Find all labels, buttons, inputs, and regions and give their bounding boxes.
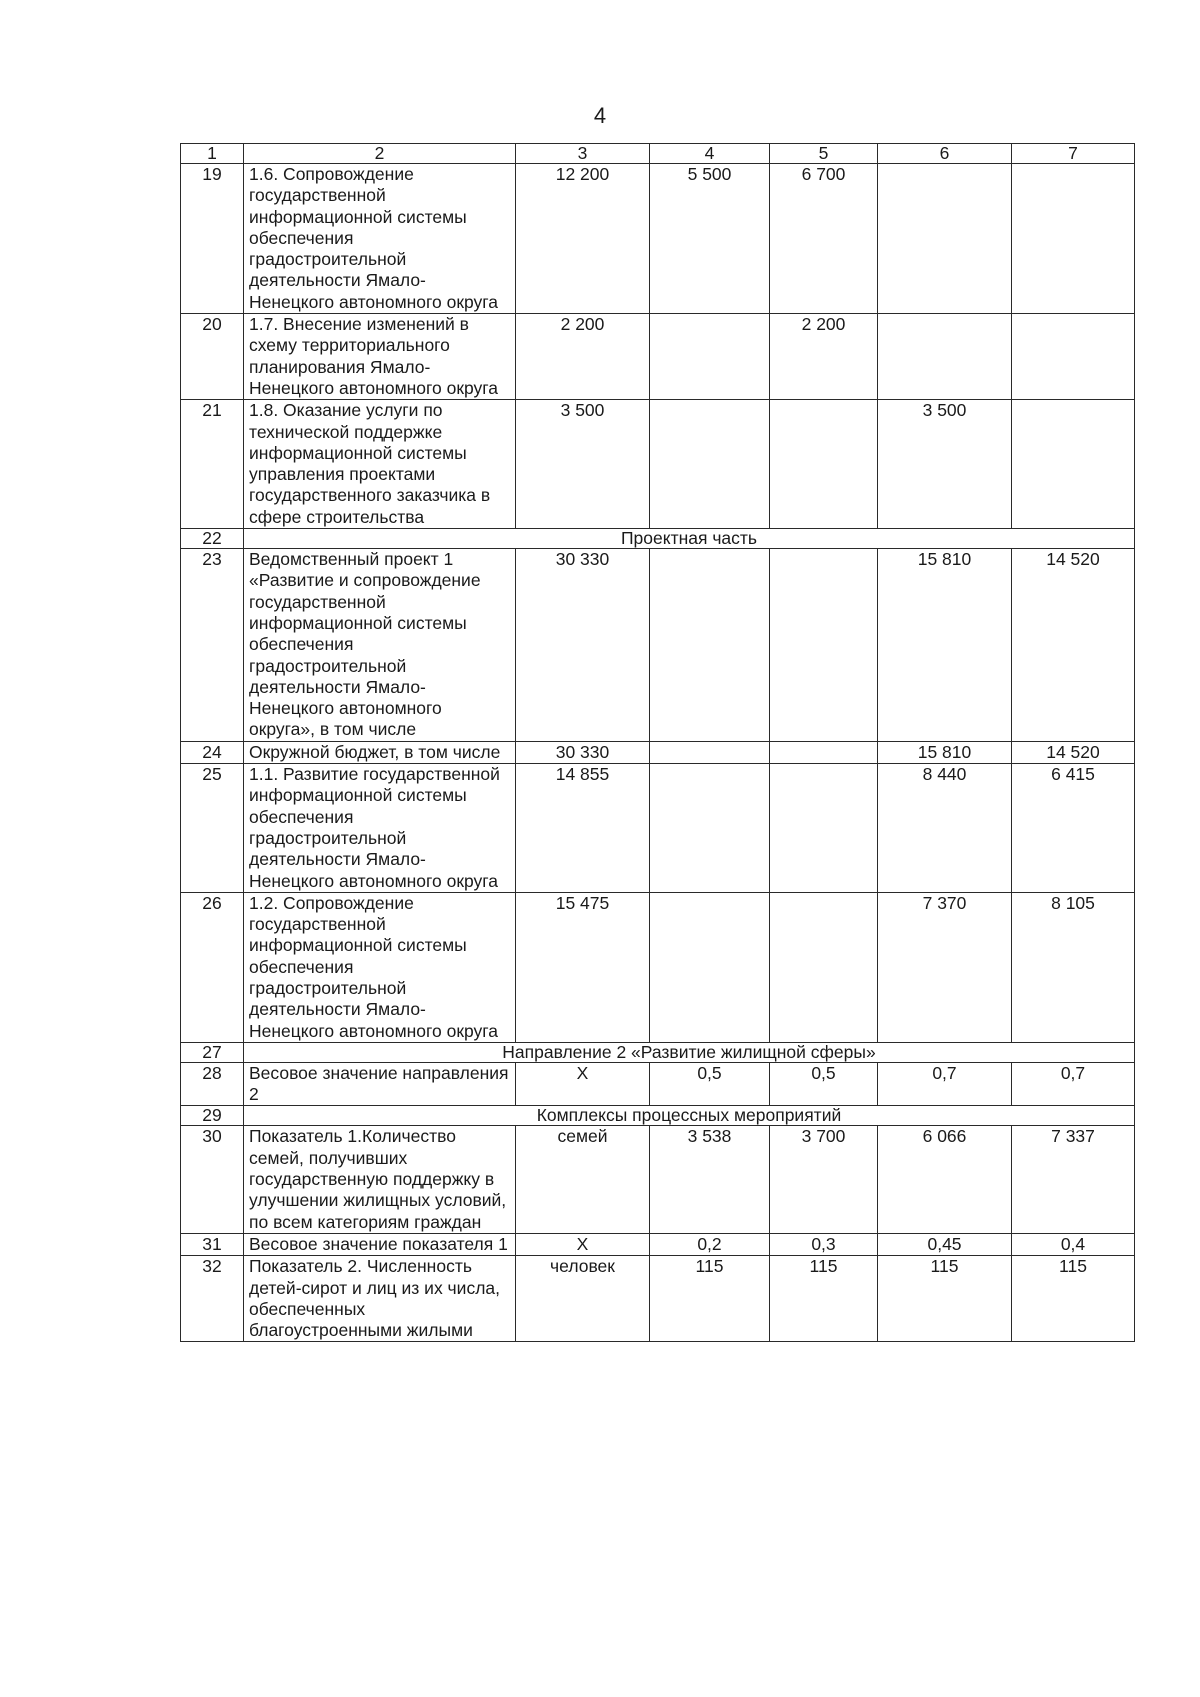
value-cell: человек <box>516 1256 650 1342</box>
table-row <box>181 549 1135 742</box>
row-number: 27 <box>181 1042 244 1062</box>
value-cell: X <box>516 1233 650 1255</box>
row-number: 20 <box>181 314 244 400</box>
value-cell: 2 200 <box>516 314 650 400</box>
row-number: 28 <box>181 1062 244 1106</box>
table-row <box>181 164 1135 314</box>
value-cell <box>878 164 1012 314</box>
value-cell: 0,2 <box>650 1233 770 1255</box>
value-cell: 115 <box>650 1256 770 1342</box>
value-cell: 7 370 <box>878 892 1012 1042</box>
section-row <box>181 529 1135 549</box>
header-cell: 6 <box>878 144 1012 164</box>
value-cell <box>1012 400 1135 529</box>
row-number: 31 <box>181 1233 244 1255</box>
value-cell: 6 066 <box>878 1126 1012 1233</box>
header-cell: 5 <box>770 144 878 164</box>
value-cell <box>770 892 878 1042</box>
table-row <box>181 1256 1135 1342</box>
value-cell: 115 <box>770 1256 878 1342</box>
header-cell: 1 <box>181 144 244 164</box>
table-row <box>181 764 1135 893</box>
value-cell: 2 200 <box>770 314 878 400</box>
value-cell <box>770 764 878 893</box>
value-cell: 12 200 <box>516 164 650 314</box>
value-cell <box>650 764 770 893</box>
value-cell: 0,3 <box>770 1233 878 1255</box>
value-cell: 0,5 <box>770 1062 878 1106</box>
value-cell: 30 330 <box>516 549 650 742</box>
row-description: Показатель 1.Количество семей, получивших государственную поддержку в улучшении жилищных условий, по всем категориям граждан <box>244 1126 516 1233</box>
row-number: 24 <box>181 741 244 763</box>
row-number: 30 <box>181 1126 244 1233</box>
table-body <box>181 164 1135 1342</box>
value-cell <box>650 892 770 1042</box>
table-row <box>181 892 1135 1042</box>
row-description: Окружной бюджет, в том числе <box>244 741 516 763</box>
table-row <box>181 1233 1135 1255</box>
header-cell: 3 <box>516 144 650 164</box>
value-cell <box>650 549 770 742</box>
row-description: 1.6. Сопровождение государственной информационной системы обеспечения градостроительной деятельности Ямало-Ненецкого автономного округа <box>244 164 516 314</box>
value-cell: 6 415 <box>1012 764 1135 893</box>
value-cell: 115 <box>1012 1256 1135 1342</box>
value-cell <box>770 400 878 529</box>
value-cell: 0,7 <box>878 1062 1012 1106</box>
row-number: 32 <box>181 1256 244 1342</box>
value-cell: 3 500 <box>878 400 1012 529</box>
value-cell <box>770 741 878 763</box>
row-number: 21 <box>181 400 244 529</box>
row-number: 19 <box>181 164 244 314</box>
row-description: 1.7. Внесение изменений в схему территориального планирования Ямало-Ненецкого автономного округа <box>244 314 516 400</box>
row-description: Ведомственный проект 1 «Развитие и сопровождение государственной информационной системы обеспечения градостроительной деятельности Ямало-Ненецкого автономного округа», в том числе <box>244 549 516 742</box>
value-cell: 3 500 <box>516 400 650 529</box>
row-description: Весовое значение показателя 1 <box>244 1233 516 1255</box>
row-description: 1.2. Сопровождение государственной информационной системы обеспечения градостроительной деятельности Ямало-Ненецкого автономного округа <box>244 892 516 1042</box>
value-cell <box>1012 314 1135 400</box>
value-cell: 5 500 <box>650 164 770 314</box>
header-cell: 4 <box>650 144 770 164</box>
value-cell: 6 700 <box>770 164 878 314</box>
value-cell: X <box>516 1062 650 1106</box>
value-cell <box>650 400 770 529</box>
value-cell: 0,5 <box>650 1062 770 1106</box>
section-title: Проектная часть <box>244 529 1135 549</box>
section-title: Направление 2 «Развитие жилищной сферы» <box>244 1042 1135 1062</box>
section-row <box>181 1042 1135 1062</box>
header-cell: 2 <box>244 144 516 164</box>
row-description: Весовое значение направления 2 <box>244 1062 516 1106</box>
value-cell: 115 <box>878 1256 1012 1342</box>
value-cell: 14 855 <box>516 764 650 893</box>
value-cell: 3 538 <box>650 1126 770 1233</box>
value-cell: 15 810 <box>878 549 1012 742</box>
section-title: Комплексы процессных мероприятий <box>244 1106 1135 1126</box>
value-cell: семей <box>516 1126 650 1233</box>
value-cell <box>878 314 1012 400</box>
value-cell: 15 475 <box>516 892 650 1042</box>
value-cell: 7 337 <box>1012 1126 1135 1233</box>
row-number: 25 <box>181 764 244 893</box>
row-description: Показатель 2. Численность детей-сирот и лиц из их числа, обеспеченных благоустроенными жилыми <box>244 1256 516 1342</box>
value-cell: 0,7 <box>1012 1062 1135 1106</box>
budget-table <box>180 143 1135 1342</box>
row-number: 22 <box>181 529 244 549</box>
table-row <box>181 314 1135 400</box>
table-row <box>181 1062 1135 1106</box>
header-cell: 7 <box>1012 144 1135 164</box>
value-cell: 14 520 <box>1012 741 1135 763</box>
row-number: 29 <box>181 1106 244 1126</box>
value-cell <box>1012 164 1135 314</box>
value-cell: 3 700 <box>770 1126 878 1233</box>
value-cell: 15 810 <box>878 741 1012 763</box>
section-row <box>181 1106 1135 1126</box>
value-cell <box>650 741 770 763</box>
value-cell: 0,4 <box>1012 1233 1135 1255</box>
row-description: 1.1. Развитие государственной информационной системы обеспечения градостроительной деятельности Ямало-Ненецкого автономного округа <box>244 764 516 893</box>
page-number: 4 <box>593 103 607 128</box>
value-cell <box>650 314 770 400</box>
value-cell: 30 330 <box>516 741 650 763</box>
table-row <box>181 1126 1135 1233</box>
value-cell <box>770 549 878 742</box>
row-number: 23 <box>181 549 244 742</box>
table-row <box>181 400 1135 529</box>
value-cell: 8 440 <box>878 764 1012 893</box>
value-cell: 8 105 <box>1012 892 1135 1042</box>
table-row <box>181 741 1135 763</box>
row-number: 26 <box>181 892 244 1042</box>
header-row <box>181 144 1135 164</box>
row-description: 1.8. Оказание услуги по технической поддержке информационной системы управления проектами государственного заказчика в сфере строительства <box>244 400 516 529</box>
value-cell: 14 520 <box>1012 549 1135 742</box>
value-cell: 0,45 <box>878 1233 1012 1255</box>
